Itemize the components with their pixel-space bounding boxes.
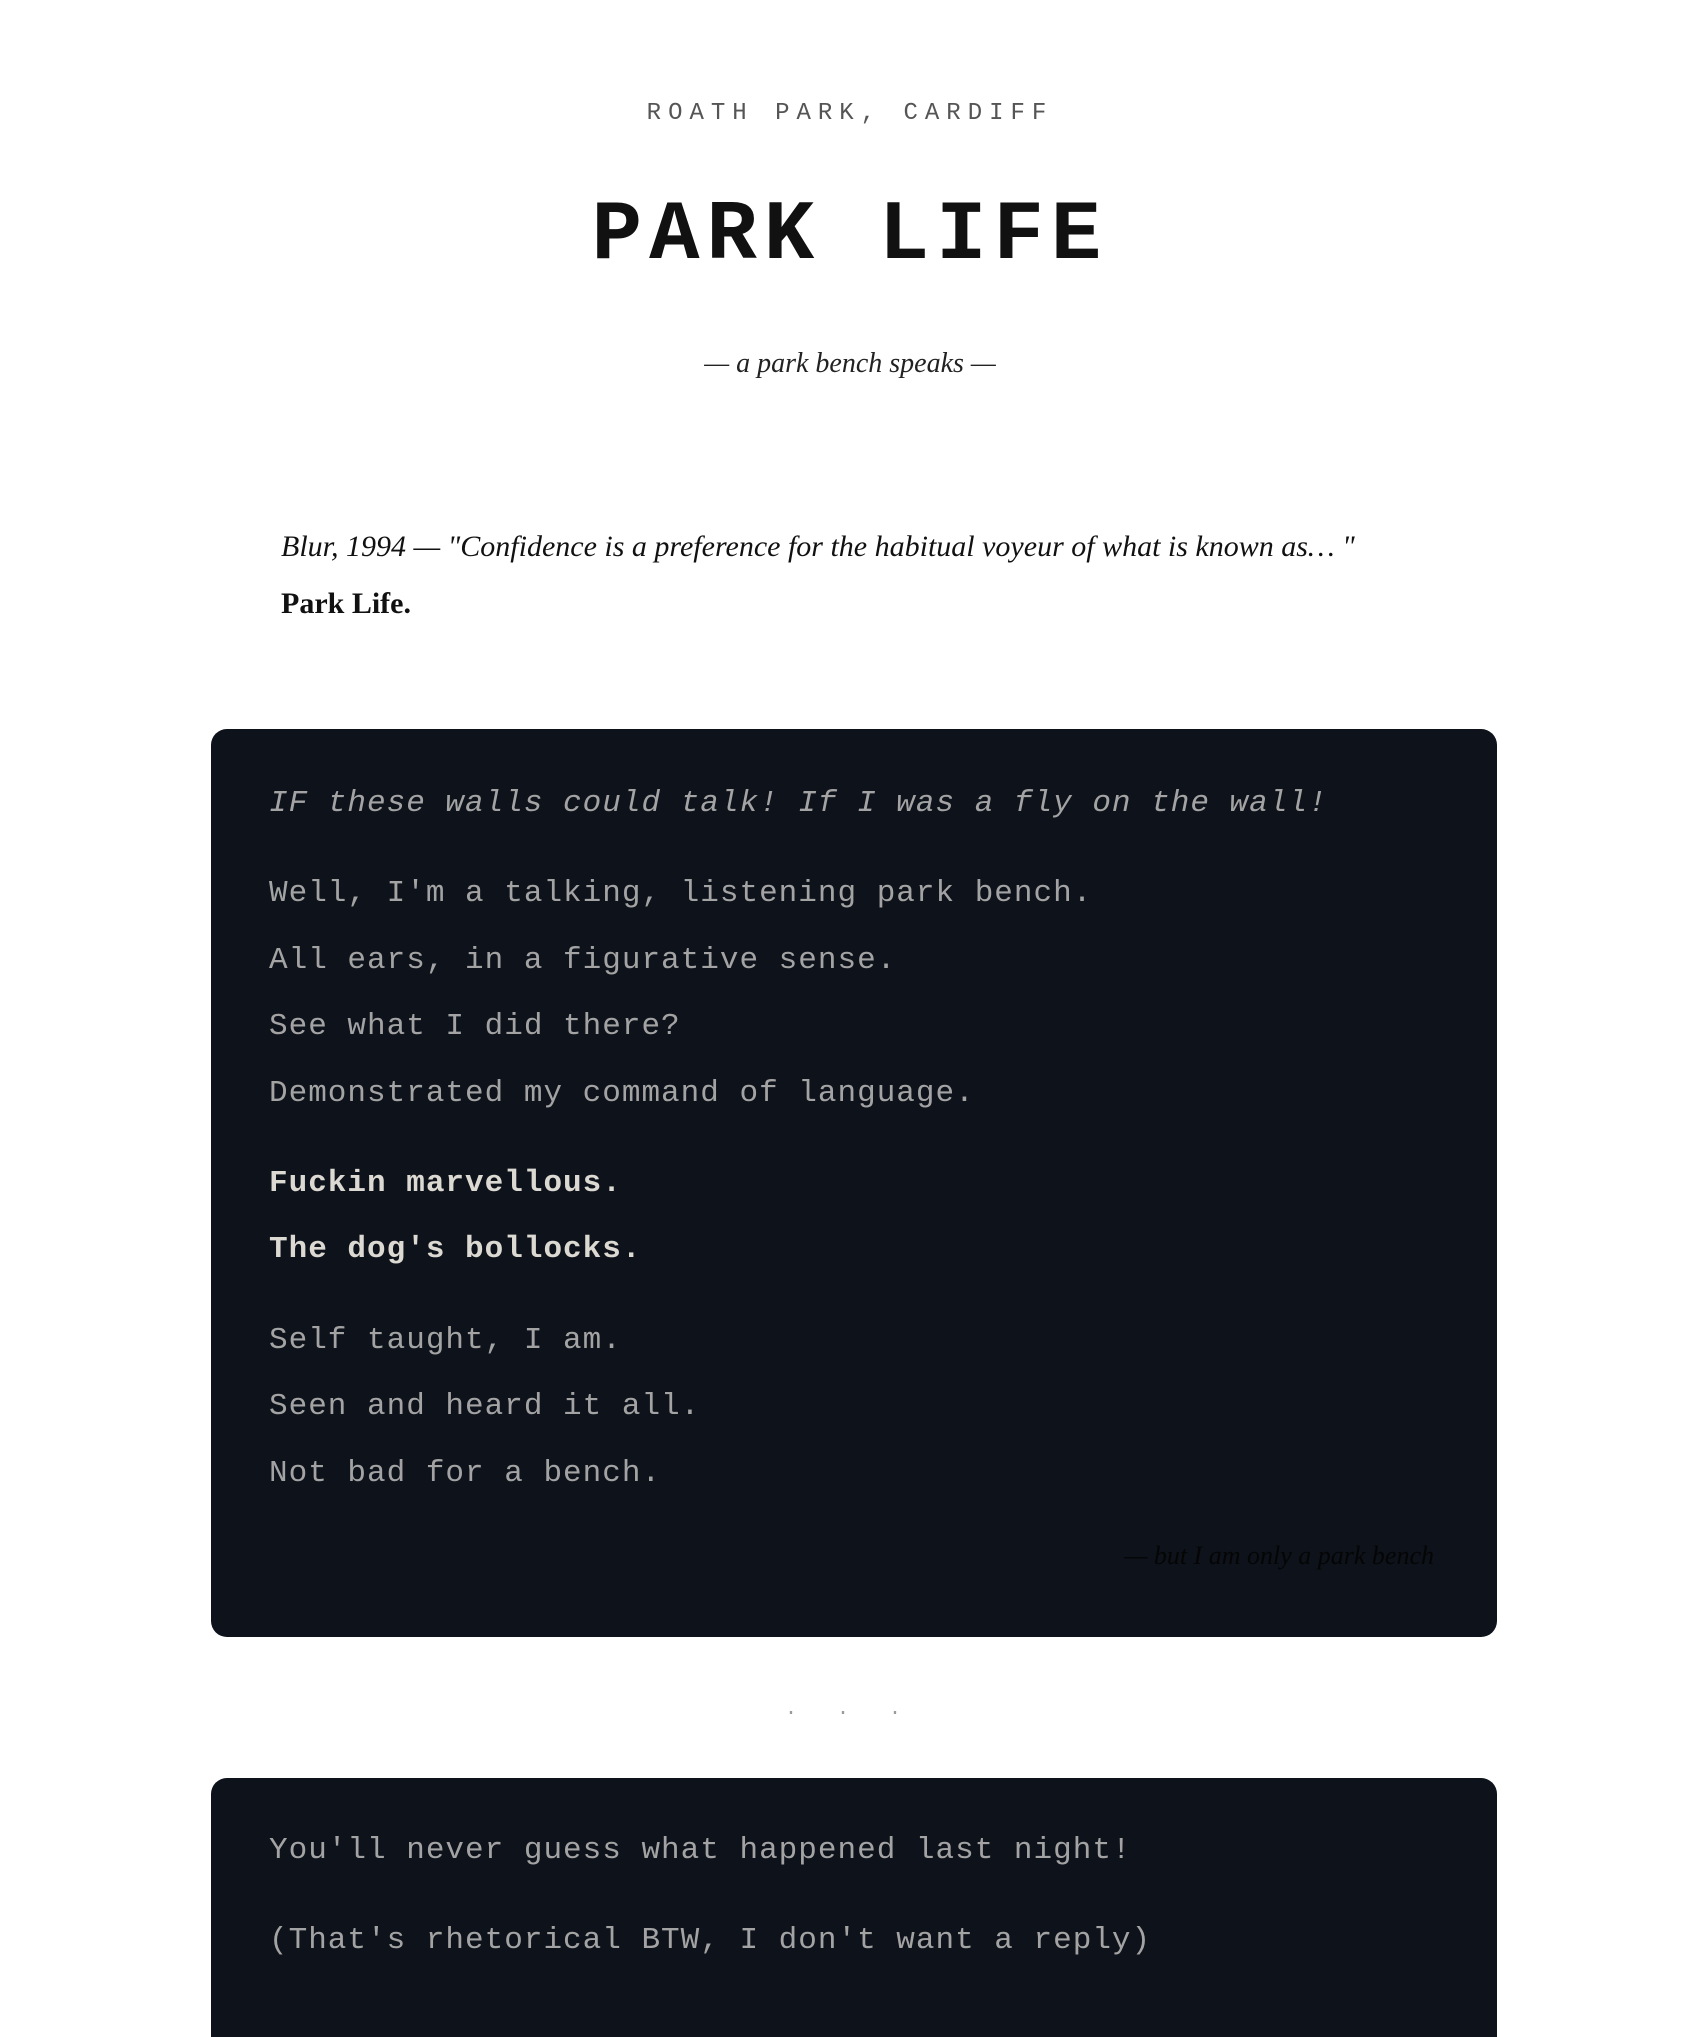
monologue-panel-2 <box>211 1778 1497 2037</box>
panel-line: Self taught, I am. <box>269 1323 622 1358</box>
epigraph <box>281 518 1481 632</box>
panel-line: Not bad for a bench. <box>269 1456 662 1491</box>
panel-line: Well, I'm a talking, listening park bench. <box>269 876 1093 911</box>
panel-line: All ears, in a figurative sense. <box>269 943 897 978</box>
panel-line: IF these walls could talk! If I was a fly on the wall! <box>269 786 1328 821</box>
panel-line-emphasis: The dog's bollocks. <box>269 1232 642 1267</box>
panel-line: See what I did there? <box>269 1009 681 1044</box>
epigraph-name: Park Life. <box>281 587 411 620</box>
panel-line: (That's rhetorical BTW, I don't want a reply) <box>269 1923 1152 1958</box>
section-divider: · · · <box>784 1702 915 1725</box>
panel-line: Demonstrated my command of language. <box>269 1076 975 1111</box>
panel-signoff: — but I am only a park bench <box>1124 1541 1434 1570</box>
panel-line-emphasis: Fuckin marvellous. <box>269 1166 622 1201</box>
panel-line: You'll never guess what happened last night! <box>269 1833 1132 1868</box>
page-subtitle: — a park bench speaks — <box>704 348 996 379</box>
epigraph-quote: Blur, 1994 — "Confidence is a preference for the habitual voyeur of what is known as… " <box>281 530 1355 563</box>
panel-line: Seen and heard it all. <box>269 1389 701 1424</box>
page-title: PARK LIFE <box>591 189 1109 284</box>
monologue-panel-1 <box>211 729 1497 1637</box>
location-eyebrow: ROATH PARK, CARDIFF <box>646 100 1054 127</box>
